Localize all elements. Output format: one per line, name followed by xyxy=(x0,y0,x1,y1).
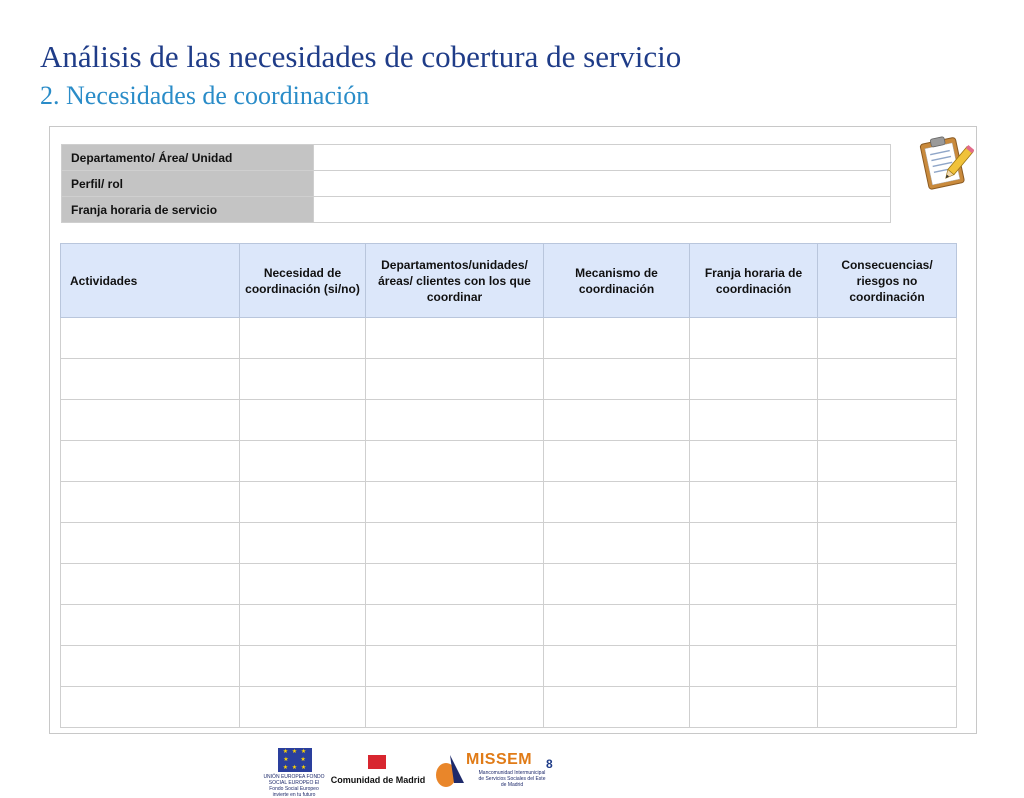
info-label: Perfil/ rol xyxy=(62,171,314,197)
table-cell[interactable] xyxy=(366,564,544,605)
info-value-field[interactable] xyxy=(314,171,891,197)
table-cell[interactable] xyxy=(818,564,957,605)
column-header: Departamentos/unidades/ áreas/ clientes con los que coordinar xyxy=(366,244,544,318)
page-title: Análisis de las necesidades de cobertura de servicio xyxy=(40,39,682,74)
table-cell[interactable] xyxy=(544,482,690,523)
column-header: Consecuencias/ riesgos no coordinación xyxy=(818,244,957,318)
table-cell[interactable] xyxy=(61,687,240,728)
missem-name: MISSEM xyxy=(466,751,533,768)
info-row xyxy=(62,197,891,223)
cm-logo-text: Comunidad de Madrid xyxy=(330,775,426,785)
table-cell[interactable] xyxy=(818,441,957,482)
info-table xyxy=(61,144,891,223)
table-cell[interactable] xyxy=(544,318,690,359)
table-cell[interactable] xyxy=(366,605,544,646)
table-cell[interactable] xyxy=(240,523,366,564)
table-cell[interactable] xyxy=(690,523,818,564)
footer xyxy=(0,745,1024,798)
eu-fse-logo xyxy=(262,748,326,798)
table-cell[interactable] xyxy=(240,400,366,441)
table-row xyxy=(61,482,957,523)
table-cell[interactable] xyxy=(818,646,957,687)
missem-subtitle: Mancomunidad Intermunicipal de Servicios Sociales del Este de Madrid xyxy=(478,770,546,788)
table-row xyxy=(61,441,957,482)
info-row xyxy=(62,145,891,171)
missem-logo xyxy=(434,751,546,791)
table-cell[interactable] xyxy=(240,359,366,400)
eu-logo-text: UNIÓN EUROPEA FONDO SOCIAL EUROPEO El Fondo Social Europeo invierte en tu futuro xyxy=(263,774,325,798)
table-cell[interactable] xyxy=(61,482,240,523)
table-row xyxy=(61,687,957,728)
table-row xyxy=(61,318,957,359)
table-cell[interactable] xyxy=(366,441,544,482)
table-cell[interactable] xyxy=(544,605,690,646)
table-cell[interactable] xyxy=(818,318,957,359)
table-cell[interactable] xyxy=(544,523,690,564)
table-cell[interactable] xyxy=(544,646,690,687)
info-label: Franja horaria de servicio xyxy=(62,197,314,223)
table-cell[interactable] xyxy=(366,359,544,400)
table-cell[interactable] xyxy=(690,359,818,400)
info-value-field[interactable] xyxy=(314,197,891,223)
table-cell[interactable] xyxy=(690,605,818,646)
table-cell[interactable] xyxy=(61,523,240,564)
column-header: Actividades xyxy=(61,244,240,318)
table-cell[interactable] xyxy=(690,441,818,482)
madrid-flag-icon xyxy=(368,755,386,769)
table-cell[interactable] xyxy=(690,646,818,687)
table-cell[interactable] xyxy=(366,318,544,359)
coordination-table xyxy=(60,243,957,728)
table-cell[interactable] xyxy=(240,482,366,523)
table-row xyxy=(61,605,957,646)
eu-flag-icon: ★ ★ ★ ★ ★ ★ ★ ★ xyxy=(278,748,312,772)
table-cell[interactable] xyxy=(366,646,544,687)
page-subtitle: 2. Necesidades de coordinación xyxy=(40,81,370,110)
table-cell[interactable] xyxy=(61,441,240,482)
table-cell[interactable] xyxy=(240,605,366,646)
table-row xyxy=(61,359,957,400)
clipboard-pencil-icon xyxy=(914,132,974,192)
table-cell[interactable] xyxy=(61,564,240,605)
table-cell[interactable] xyxy=(544,687,690,728)
table-cell[interactable] xyxy=(544,564,690,605)
info-label: Departamento/ Área/ Unidad xyxy=(62,145,314,171)
table-cell[interactable] xyxy=(818,400,957,441)
table-cell[interactable] xyxy=(544,400,690,441)
column-header: Franja horaria de coordinación xyxy=(690,244,818,318)
table-cell[interactable] xyxy=(818,523,957,564)
column-header: Mecanismo de coordinación xyxy=(544,244,690,318)
table-cell[interactable] xyxy=(690,318,818,359)
table-row xyxy=(61,400,957,441)
table-cell[interactable] xyxy=(544,441,690,482)
table-row xyxy=(61,523,957,564)
table-cell[interactable] xyxy=(240,687,366,728)
table-cell[interactable] xyxy=(818,687,957,728)
comunidad-madrid-logo xyxy=(330,755,426,789)
table-cell[interactable] xyxy=(61,605,240,646)
info-row xyxy=(62,171,891,197)
table-cell[interactable] xyxy=(690,482,818,523)
column-header: Necesidad de coordinación (si/no) xyxy=(240,244,366,318)
table-cell[interactable] xyxy=(818,482,957,523)
table-row xyxy=(61,564,957,605)
table-cell[interactable] xyxy=(690,564,818,605)
table-cell[interactable] xyxy=(61,646,240,687)
table-cell[interactable] xyxy=(818,605,957,646)
info-value-field[interactable] xyxy=(314,145,891,171)
table-cell[interactable] xyxy=(61,400,240,441)
table-cell[interactable] xyxy=(61,318,240,359)
table-cell[interactable] xyxy=(818,359,957,400)
table-cell[interactable] xyxy=(366,687,544,728)
table-cell[interactable] xyxy=(366,400,544,441)
table-body xyxy=(61,318,957,728)
table-cell[interactable] xyxy=(240,564,366,605)
table-cell[interactable] xyxy=(366,482,544,523)
table-header-row xyxy=(61,244,957,318)
table-cell[interactable] xyxy=(690,400,818,441)
missem-mark-icon xyxy=(434,753,466,789)
table-cell[interactable] xyxy=(240,318,366,359)
table-row xyxy=(61,646,957,687)
page-number: 8 xyxy=(546,757,553,771)
table-cell[interactable] xyxy=(366,523,544,564)
table-cell[interactable] xyxy=(240,646,366,687)
table-cell[interactable] xyxy=(61,359,240,400)
table-cell[interactable] xyxy=(690,687,818,728)
table-cell[interactable] xyxy=(240,441,366,482)
table-cell[interactable] xyxy=(544,359,690,400)
